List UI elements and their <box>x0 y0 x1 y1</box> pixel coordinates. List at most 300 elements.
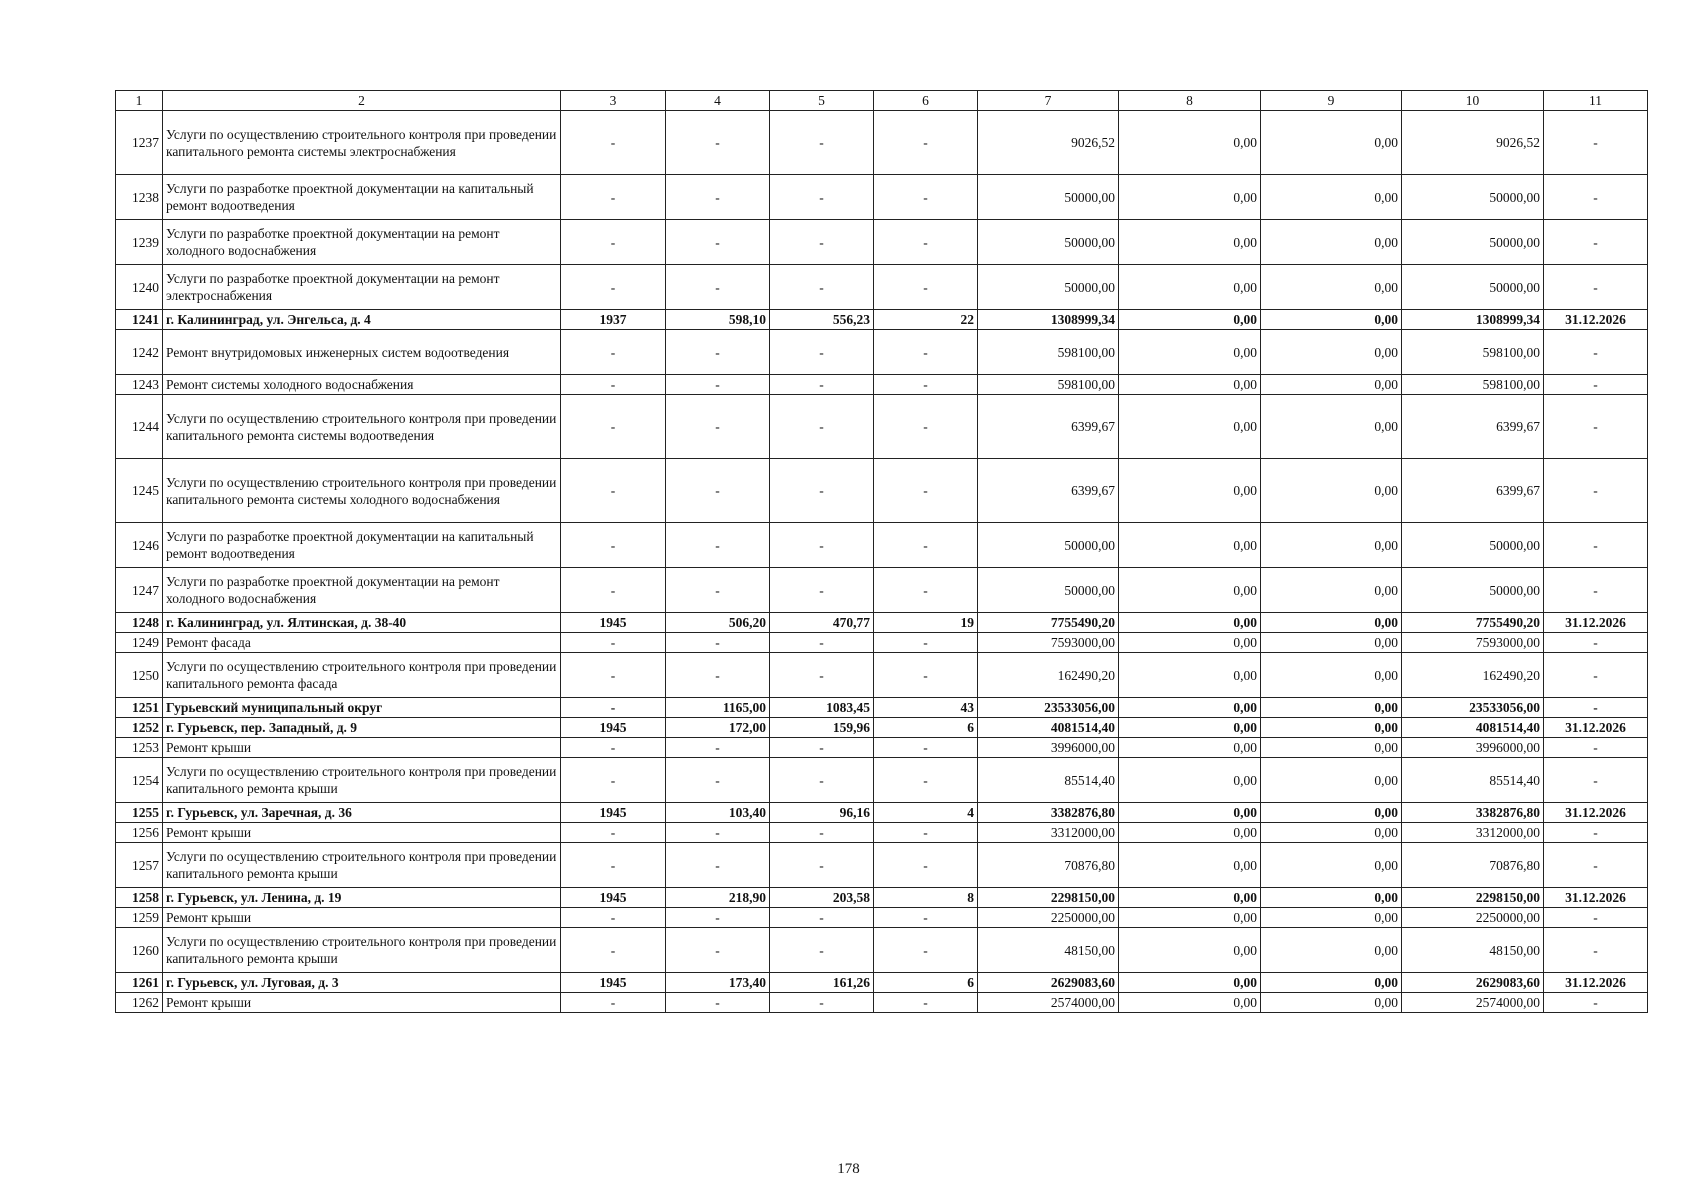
table-header-row <box>116 91 1648 111</box>
col5-cell: 159,96 <box>770 718 874 738</box>
col6-cell: 6 <box>874 973 978 993</box>
col5-cell: - <box>770 220 874 265</box>
row-number-cell: 1246 <box>116 523 163 568</box>
col10-amount-cell: 2298150,00 <box>1402 888 1544 908</box>
col3-cell: - <box>561 993 666 1013</box>
col7-amount-cell: 70876,80 <box>978 843 1119 888</box>
table-row <box>116 653 1648 698</box>
col7-amount-cell: 2629083,60 <box>978 973 1119 993</box>
col3-cell: - <box>561 523 666 568</box>
col7-amount-cell: 162490,20 <box>978 653 1119 698</box>
col10-amount-cell: 2250000,00 <box>1402 908 1544 928</box>
item-name-cell: Услуги по осуществлению строительного контроля при проведении капитального ремонта крыши <box>163 843 561 888</box>
col7-amount-cell: 2298150,00 <box>978 888 1119 908</box>
row-number-cell: 1240 <box>116 265 163 310</box>
col9-amount-cell: 0,00 <box>1261 568 1402 613</box>
col10-amount-cell: 598100,00 <box>1402 330 1544 375</box>
col10-amount-cell: 50000,00 <box>1402 523 1544 568</box>
col9-amount-cell: 0,00 <box>1261 310 1402 330</box>
column-header: 4 <box>666 91 770 111</box>
col8-amount-cell: 0,00 <box>1119 973 1261 993</box>
table-row <box>116 738 1648 758</box>
deadline-cell: 31.12.2026 <box>1544 888 1648 908</box>
col6-cell: - <box>874 265 978 310</box>
col4-cell: - <box>666 928 770 973</box>
col4-cell: - <box>666 843 770 888</box>
col3-cell: - <box>561 698 666 718</box>
item-name-cell: Услуги по осуществлению строительного контроля при проведении капитального ремонта системы водоотведения <box>163 395 561 459</box>
col6-cell: 8 <box>874 888 978 908</box>
col3-cell: - <box>561 375 666 395</box>
col8-amount-cell: 0,00 <box>1119 888 1261 908</box>
col10-amount-cell: 1308999,34 <box>1402 310 1544 330</box>
col7-amount-cell: 50000,00 <box>978 175 1119 220</box>
col8-amount-cell: 0,00 <box>1119 758 1261 803</box>
col3-cell: - <box>561 568 666 613</box>
col4-cell: - <box>666 908 770 928</box>
col10-amount-cell: 7593000,00 <box>1402 633 1544 653</box>
col4-cell: - <box>666 758 770 803</box>
col8-amount-cell: 0,00 <box>1119 843 1261 888</box>
deadline-cell: - <box>1544 395 1648 459</box>
col10-amount-cell: 50000,00 <box>1402 220 1544 265</box>
deadline-cell: 31.12.2026 <box>1544 613 1648 633</box>
col4-cell: 172,00 <box>666 718 770 738</box>
table-row <box>116 568 1648 613</box>
row-number-cell: 1255 <box>116 803 163 823</box>
col6-cell: - <box>874 823 978 843</box>
table-row <box>116 993 1648 1013</box>
col8-amount-cell: 0,00 <box>1119 803 1261 823</box>
col7-amount-cell: 598100,00 <box>978 375 1119 395</box>
col5-cell: 470,77 <box>770 613 874 633</box>
col8-amount-cell: 0,00 <box>1119 330 1261 375</box>
col6-cell: - <box>874 395 978 459</box>
col5-cell: - <box>770 523 874 568</box>
row-number-cell: 1238 <box>116 175 163 220</box>
table-row <box>116 175 1648 220</box>
col3-cell: - <box>561 843 666 888</box>
table-row <box>116 459 1648 523</box>
table-row <box>116 843 1648 888</box>
row-number-cell: 1252 <box>116 718 163 738</box>
col8-amount-cell: 0,00 <box>1119 568 1261 613</box>
deadline-cell: - <box>1544 908 1648 928</box>
item-name-cell: Ремонт системы холодного водоснабжения <box>163 375 561 395</box>
col10-amount-cell: 85514,40 <box>1402 758 1544 803</box>
column-header: 1 <box>116 91 163 111</box>
table-row <box>116 718 1648 738</box>
row-number-cell: 1249 <box>116 633 163 653</box>
col4-cell: - <box>666 633 770 653</box>
col7-amount-cell: 7755490,20 <box>978 613 1119 633</box>
col6-cell: 19 <box>874 613 978 633</box>
col7-amount-cell: 6399,67 <box>978 459 1119 523</box>
col4-cell: - <box>666 111 770 175</box>
col5-cell: 96,16 <box>770 803 874 823</box>
item-name-cell: Услуги по разработке проектной документации на капитальный ремонт водоотведения <box>163 523 561 568</box>
col6-cell: 43 <box>874 698 978 718</box>
deadline-cell: - <box>1544 523 1648 568</box>
item-name-cell: Услуги по разработке проектной документации на ремонт электроснабжения <box>163 265 561 310</box>
table-row <box>116 375 1648 395</box>
col6-cell: - <box>874 908 978 928</box>
column-header: 8 <box>1119 91 1261 111</box>
col6-cell: - <box>874 843 978 888</box>
col6-cell: - <box>874 633 978 653</box>
col7-amount-cell: 50000,00 <box>978 568 1119 613</box>
column-header: 6 <box>874 91 978 111</box>
col9-amount-cell: 0,00 <box>1261 843 1402 888</box>
col5-cell: - <box>770 758 874 803</box>
col9-amount-cell: 0,00 <box>1261 738 1402 758</box>
col6-cell: 6 <box>874 718 978 738</box>
item-name-cell: г. Калининград, ул. Энгельса, д. 4 <box>163 310 561 330</box>
col3-cell: - <box>561 330 666 375</box>
col5-cell: - <box>770 633 874 653</box>
col4-cell: - <box>666 220 770 265</box>
table-row <box>116 111 1648 175</box>
col9-amount-cell: 0,00 <box>1261 928 1402 973</box>
col4-cell: - <box>666 375 770 395</box>
row-number-cell: 1239 <box>116 220 163 265</box>
row-number-cell: 1251 <box>116 698 163 718</box>
column-header: 10 <box>1402 91 1544 111</box>
col5-cell: 556,23 <box>770 310 874 330</box>
col10-amount-cell: 2574000,00 <box>1402 993 1544 1013</box>
col3-cell: 1945 <box>561 718 666 738</box>
row-number-cell: 1248 <box>116 613 163 633</box>
table-row <box>116 613 1648 633</box>
item-name-cell: Услуги по разработке проектной документации на капитальный ремонт водоотведения <box>163 175 561 220</box>
row-number-cell: 1256 <box>116 823 163 843</box>
col10-amount-cell: 3996000,00 <box>1402 738 1544 758</box>
col4-cell: - <box>666 265 770 310</box>
col3-cell: 1945 <box>561 803 666 823</box>
col4-cell: - <box>666 653 770 698</box>
row-number-cell: 1257 <box>116 843 163 888</box>
item-name-cell: Услуги по осуществлению строительного контроля при проведении капитального ремонта крыши <box>163 758 561 803</box>
col9-amount-cell: 0,00 <box>1261 718 1402 738</box>
col7-amount-cell: 598100,00 <box>978 330 1119 375</box>
col3-cell: 1937 <box>561 310 666 330</box>
col4-cell: - <box>666 395 770 459</box>
col4-cell: 103,40 <box>666 803 770 823</box>
col8-amount-cell: 0,00 <box>1119 220 1261 265</box>
col5-cell: - <box>770 823 874 843</box>
item-name-cell: Ремонт внутридомовых инженерных систем водоотведения <box>163 330 561 375</box>
deadline-cell: - <box>1544 993 1648 1013</box>
col9-amount-cell: 0,00 <box>1261 111 1402 175</box>
row-number-cell: 1253 <box>116 738 163 758</box>
col9-amount-cell: 0,00 <box>1261 653 1402 698</box>
item-name-cell: Ремонт крыши <box>163 823 561 843</box>
col4-cell: 218,90 <box>666 888 770 908</box>
col8-amount-cell: 0,00 <box>1119 175 1261 220</box>
col6-cell: - <box>874 375 978 395</box>
col5-cell: - <box>770 111 874 175</box>
row-number-cell: 1250 <box>116 653 163 698</box>
table-row <box>116 330 1648 375</box>
col9-amount-cell: 0,00 <box>1261 973 1402 993</box>
deadline-cell: 31.12.2026 <box>1544 973 1648 993</box>
col3-cell: - <box>561 265 666 310</box>
col6-cell: - <box>874 175 978 220</box>
col9-amount-cell: 0,00 <box>1261 375 1402 395</box>
col5-cell: - <box>770 265 874 310</box>
row-number-cell: 1259 <box>116 908 163 928</box>
row-number-cell: 1241 <box>116 310 163 330</box>
col6-cell: - <box>874 738 978 758</box>
col6-cell: 22 <box>874 310 978 330</box>
row-number-cell: 1254 <box>116 758 163 803</box>
col6-cell: 4 <box>874 803 978 823</box>
col7-amount-cell: 48150,00 <box>978 928 1119 973</box>
deadline-cell: - <box>1544 928 1648 973</box>
deadline-cell: - <box>1544 111 1648 175</box>
item-name-cell: г. Калининград, ул. Ялтинская, д. 38-40 <box>163 613 561 633</box>
data-table <box>115 90 1648 1013</box>
col5-cell: 203,58 <box>770 888 874 908</box>
col5-cell: - <box>770 459 874 523</box>
col6-cell: - <box>874 568 978 613</box>
col4-cell: - <box>666 523 770 568</box>
col8-amount-cell: 0,00 <box>1119 523 1261 568</box>
col7-amount-cell: 50000,00 <box>978 265 1119 310</box>
col5-cell: - <box>770 843 874 888</box>
col3-cell: - <box>561 220 666 265</box>
col3-cell: - <box>561 758 666 803</box>
col10-amount-cell: 50000,00 <box>1402 265 1544 310</box>
col10-amount-cell: 3382876,80 <box>1402 803 1544 823</box>
col8-amount-cell: 0,00 <box>1119 633 1261 653</box>
page-number: 178 <box>837 1161 860 1177</box>
item-name-cell: Ремонт крыши <box>163 993 561 1013</box>
col5-cell: - <box>770 653 874 698</box>
item-name-cell: г. Гурьевск, ул. Ленина, д. 19 <box>163 888 561 908</box>
deadline-cell: - <box>1544 459 1648 523</box>
item-name-cell: Услуги по осуществлению строительного контроля при проведении капитального ремонта системы холодного водоснабжения <box>163 459 561 523</box>
col7-amount-cell: 6399,67 <box>978 395 1119 459</box>
table-row <box>116 823 1648 843</box>
col7-amount-cell: 3996000,00 <box>978 738 1119 758</box>
col6-cell: - <box>874 220 978 265</box>
col5-cell: - <box>770 395 874 459</box>
col10-amount-cell: 3312000,00 <box>1402 823 1544 843</box>
col10-amount-cell: 2629083,60 <box>1402 973 1544 993</box>
row-number-cell: 1260 <box>116 928 163 973</box>
item-name-cell: Услуги по осуществлению строительного контроля при проведении капитального ремонта крыши <box>163 928 561 973</box>
deadline-cell: - <box>1544 843 1648 888</box>
col7-amount-cell: 3312000,00 <box>978 823 1119 843</box>
row-number-cell: 1242 <box>116 330 163 375</box>
col4-cell: - <box>666 738 770 758</box>
col6-cell: - <box>874 928 978 973</box>
table-row <box>116 265 1648 310</box>
deadline-cell: - <box>1544 698 1648 718</box>
deadline-cell: 31.12.2026 <box>1544 803 1648 823</box>
col3-cell: 1945 <box>561 973 666 993</box>
table-row <box>116 698 1648 718</box>
col5-cell: - <box>770 738 874 758</box>
col9-amount-cell: 0,00 <box>1261 888 1402 908</box>
item-name-cell: г. Гурьевск, ул. Заречная, д. 36 <box>163 803 561 823</box>
table-row <box>116 803 1648 823</box>
row-number-cell: 1247 <box>116 568 163 613</box>
deadline-cell: - <box>1544 330 1648 375</box>
row-number-cell: 1261 <box>116 973 163 993</box>
col6-cell: - <box>874 758 978 803</box>
item-name-cell: Услуги по разработке проектной документации на ремонт холодного водоснабжения <box>163 568 561 613</box>
col8-amount-cell: 0,00 <box>1119 698 1261 718</box>
row-number-cell: 1237 <box>116 111 163 175</box>
col3-cell: - <box>561 459 666 523</box>
col5-cell: 1083,45 <box>770 698 874 718</box>
deadline-cell: - <box>1544 738 1648 758</box>
col3-cell: - <box>561 738 666 758</box>
col3-cell: - <box>561 928 666 973</box>
table-row <box>116 633 1648 653</box>
col5-cell: - <box>770 928 874 973</box>
col4-cell: - <box>666 330 770 375</box>
col6-cell: - <box>874 330 978 375</box>
col5-cell: - <box>770 993 874 1013</box>
col9-amount-cell: 0,00 <box>1261 395 1402 459</box>
col3-cell: - <box>561 633 666 653</box>
row-number-cell: 1262 <box>116 993 163 1013</box>
col8-amount-cell: 0,00 <box>1119 993 1261 1013</box>
col3-cell: - <box>561 823 666 843</box>
col4-cell: - <box>666 459 770 523</box>
table-row <box>116 220 1648 265</box>
column-header: 11 <box>1544 91 1648 111</box>
item-name-cell: Ремонт крыши <box>163 908 561 928</box>
col10-amount-cell: 6399,67 <box>1402 395 1544 459</box>
deadline-cell: - <box>1544 175 1648 220</box>
col9-amount-cell: 0,00 <box>1261 908 1402 928</box>
col4-cell: 1165,00 <box>666 698 770 718</box>
col9-amount-cell: 0,00 <box>1261 613 1402 633</box>
col9-amount-cell: 0,00 <box>1261 175 1402 220</box>
row-number-cell: 1258 <box>116 888 163 908</box>
col3-cell: - <box>561 395 666 459</box>
deadline-cell: 31.12.2026 <box>1544 718 1648 738</box>
col9-amount-cell: 0,00 <box>1261 993 1402 1013</box>
col8-amount-cell: 0,00 <box>1119 111 1261 175</box>
col8-amount-cell: 0,00 <box>1119 265 1261 310</box>
col10-amount-cell: 6399,67 <box>1402 459 1544 523</box>
col8-amount-cell: 0,00 <box>1119 738 1261 758</box>
table-row <box>116 888 1648 908</box>
table-row <box>116 973 1648 993</box>
col10-amount-cell: 50000,00 <box>1402 175 1544 220</box>
col4-cell: - <box>666 823 770 843</box>
col3-cell: - <box>561 111 666 175</box>
col7-amount-cell: 7593000,00 <box>978 633 1119 653</box>
col4-cell: 506,20 <box>666 613 770 633</box>
col7-amount-cell: 50000,00 <box>978 220 1119 265</box>
col7-amount-cell: 4081514,40 <box>978 718 1119 738</box>
col8-amount-cell: 0,00 <box>1119 613 1261 633</box>
col4-cell: - <box>666 993 770 1013</box>
col3-cell: - <box>561 908 666 928</box>
deadline-cell: - <box>1544 758 1648 803</box>
col9-amount-cell: 0,00 <box>1261 758 1402 803</box>
table-row <box>116 395 1648 459</box>
col10-amount-cell: 7755490,20 <box>1402 613 1544 633</box>
col10-amount-cell: 598100,00 <box>1402 375 1544 395</box>
item-name-cell: Ремонт фасада <box>163 633 561 653</box>
col8-amount-cell: 0,00 <box>1119 718 1261 738</box>
col8-amount-cell: 0,00 <box>1119 395 1261 459</box>
col10-amount-cell: 50000,00 <box>1402 568 1544 613</box>
row-number-cell: 1243 <box>116 375 163 395</box>
col6-cell: - <box>874 523 978 568</box>
col9-amount-cell: 0,00 <box>1261 330 1402 375</box>
col3-cell: - <box>561 175 666 220</box>
col8-amount-cell: 0,00 <box>1119 375 1261 395</box>
column-header: 3 <box>561 91 666 111</box>
table-row <box>116 523 1648 568</box>
deadline-cell: - <box>1544 568 1648 613</box>
col7-amount-cell: 9026,52 <box>978 111 1119 175</box>
col7-amount-cell: 1308999,34 <box>978 310 1119 330</box>
row-number-cell: 1245 <box>116 459 163 523</box>
deadline-cell: - <box>1544 265 1648 310</box>
col5-cell: - <box>770 375 874 395</box>
col6-cell: - <box>874 459 978 523</box>
col3-cell: 1945 <box>561 888 666 908</box>
col4-cell: - <box>666 568 770 613</box>
column-header: 5 <box>770 91 874 111</box>
col6-cell: - <box>874 993 978 1013</box>
col7-amount-cell: 50000,00 <box>978 523 1119 568</box>
col5-cell: - <box>770 175 874 220</box>
col8-amount-cell: 0,00 <box>1119 459 1261 523</box>
table-row <box>116 758 1648 803</box>
col8-amount-cell: 0,00 <box>1119 653 1261 698</box>
deadline-cell: - <box>1544 375 1648 395</box>
col4-cell: 173,40 <box>666 973 770 993</box>
col10-amount-cell: 70876,80 <box>1402 843 1544 888</box>
col4-cell: 598,10 <box>666 310 770 330</box>
row-number-cell: 1244 <box>116 395 163 459</box>
item-name-cell: Услуги по разработке проектной документации на ремонт холодного водоснабжения <box>163 220 561 265</box>
item-name-cell: Ремонт крыши <box>163 738 561 758</box>
deadline-cell: 31.12.2026 <box>1544 310 1648 330</box>
col7-amount-cell: 85514,40 <box>978 758 1119 803</box>
col5-cell: - <box>770 330 874 375</box>
col7-amount-cell: 2574000,00 <box>978 993 1119 1013</box>
table-row <box>116 908 1648 928</box>
item-name-cell: Гурьевский муниципальный округ <box>163 698 561 718</box>
col5-cell: 161,26 <box>770 973 874 993</box>
col7-amount-cell: 3382876,80 <box>978 803 1119 823</box>
col9-amount-cell: 0,00 <box>1261 459 1402 523</box>
col9-amount-cell: 0,00 <box>1261 633 1402 653</box>
col3-cell: 1945 <box>561 613 666 633</box>
item-name-cell: г. Гурьевск, пер. Западный, д. 9 <box>163 718 561 738</box>
col6-cell: - <box>874 111 978 175</box>
column-header: 2 <box>163 91 561 111</box>
col7-amount-cell: 2250000,00 <box>978 908 1119 928</box>
col10-amount-cell: 162490,20 <box>1402 653 1544 698</box>
col10-amount-cell: 9026,52 <box>1402 111 1544 175</box>
col6-cell: - <box>874 653 978 698</box>
col9-amount-cell: 0,00 <box>1261 803 1402 823</box>
col7-amount-cell: 23533056,00 <box>978 698 1119 718</box>
col10-amount-cell: 23533056,00 <box>1402 698 1544 718</box>
